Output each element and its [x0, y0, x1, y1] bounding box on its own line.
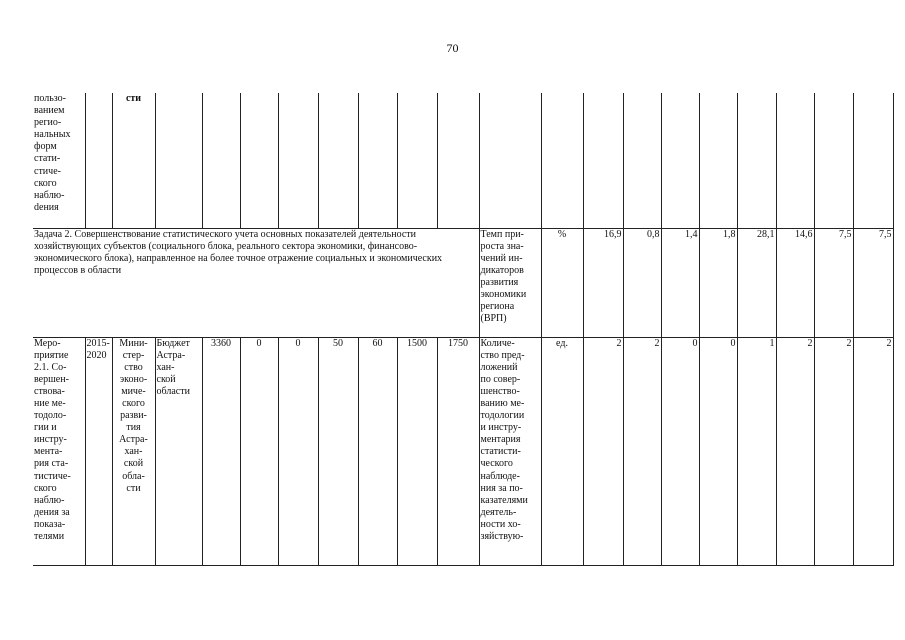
value-cell: 1	[737, 337, 776, 565]
empty-cell	[814, 93, 853, 228]
empty-cell	[85, 93, 112, 228]
value-cell: 0	[661, 337, 699, 565]
value-cell: 1,8	[699, 228, 737, 337]
empty-cell	[155, 93, 202, 228]
value-cell: 28,1	[737, 228, 776, 337]
funding-source-cell: Бюджет Астра- хан- ской области	[155, 337, 202, 565]
value-cell: 0	[699, 337, 737, 565]
empty-cell	[699, 93, 737, 228]
empty-cell	[437, 93, 479, 228]
funding-cell: 60	[358, 337, 397, 565]
unit-cell: ед.	[541, 337, 583, 565]
value-cell: 2	[623, 337, 661, 565]
empty-cell	[661, 93, 699, 228]
executor-cell: Мини- стер- ство эконо- миче- ского разви- тия Астра- хан- ской обла- сти	[112, 337, 155, 565]
empty-cell	[479, 93, 541, 228]
period-cell: 2015- 2020	[85, 337, 112, 565]
empty-cell	[278, 93, 318, 228]
empty-cell	[318, 93, 358, 228]
indicator-cell: Темп при- роста зна- чений ин- дикаторов развития экономики региона (ВРП)	[479, 228, 541, 337]
funding-cell: 1750	[437, 337, 479, 565]
value-cell: 14,6	[776, 228, 814, 337]
table-row	[33, 93, 893, 228]
empty-cell	[853, 93, 893, 228]
value-cell: 2	[776, 337, 814, 565]
empty-cell	[737, 93, 776, 228]
funding-cell: 1500	[397, 337, 437, 565]
empty-cell	[358, 93, 397, 228]
value-cell: 16,9	[583, 228, 623, 337]
unit-cell: %	[541, 228, 583, 337]
table-row	[33, 337, 893, 565]
value-cell: 2	[814, 337, 853, 565]
value-cell: 0,8	[623, 228, 661, 337]
funding-cell: 0	[278, 337, 318, 565]
value-cell: 2	[853, 337, 893, 565]
empty-cell	[202, 93, 240, 228]
funding-cell: 0	[240, 337, 278, 565]
empty-cell	[623, 93, 661, 228]
page-number: 70	[446, 41, 459, 55]
empty-cell	[397, 93, 437, 228]
value-cell: 2	[583, 337, 623, 565]
empty-cell	[541, 93, 583, 228]
indicator-cell: Количе- ство пред- ложений по совер- шенство- ванию ме- тодологии и инстру- ментария статисти- ческого наблюде- ния за по- казателями деятель- ности хо- зяйствую-	[479, 337, 541, 565]
table-row	[33, 228, 893, 337]
value-cell: 7,5	[853, 228, 893, 337]
funding-cell: 3360	[202, 337, 240, 565]
measure-name-cell: Меро- приятие 2.1. Со- вершен- ствова- ние ме- тодоло- гии и инстру- мента- рия ста- тистиче- ского наблю- дения за показа- телями	[33, 337, 85, 565]
measure-name-cell: пользо- ванием регио- нальных форм стати- стиче- ского наблю- dения	[33, 93, 85, 228]
funding-cell: 50	[318, 337, 358, 565]
task-description: Задача 2. Совершенствование статистического учета основных показателей деятельности хозяйствующих субъектов (социального блока, реального сектора экономики, финансово-экономического блока), направленное на более точное отражение социальных и экономических процессов в области	[33, 228, 479, 337]
empty-cell	[776, 93, 814, 228]
executor-cell: сти	[112, 93, 155, 228]
value-cell: 1,4	[661, 228, 699, 337]
program-table	[33, 93, 894, 566]
empty-cell	[583, 93, 623, 228]
value-cell: 7,5	[814, 228, 853, 337]
empty-cell	[240, 93, 278, 228]
